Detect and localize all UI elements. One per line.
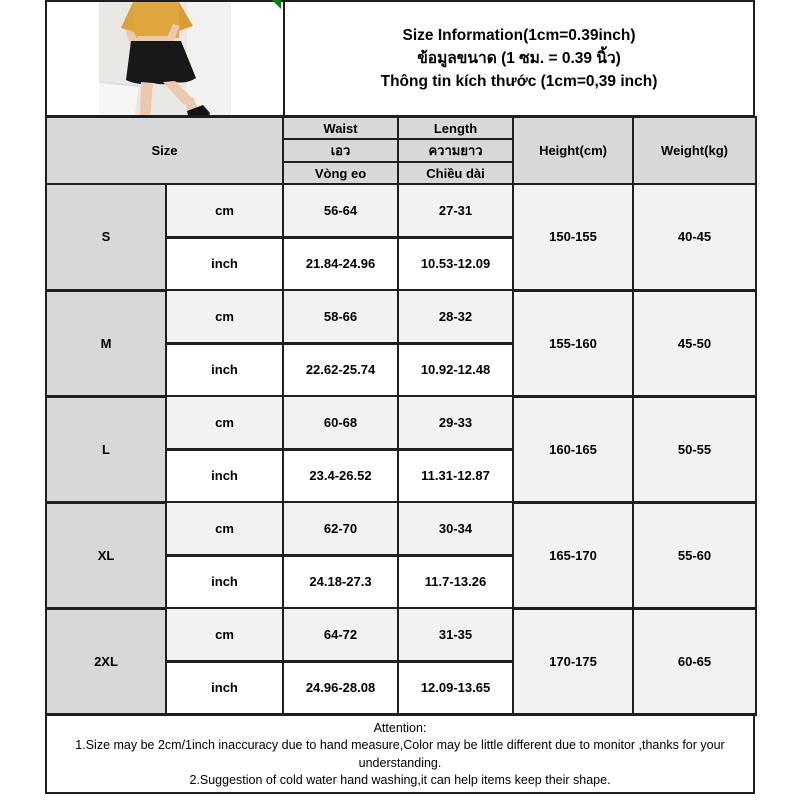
attention-line-2: 2.Suggestion of cold water hand washing,it can help items keep their shape.: [189, 773, 611, 787]
green-corner-marker: [272, 0, 281, 9]
length-header-vi: Chiều dài: [398, 162, 513, 184]
waist-value-cm: 58-66: [283, 290, 398, 343]
size-column-header: Size: [46, 117, 283, 184]
product-photo-cell: [47, 2, 285, 115]
size-cell: M: [46, 290, 166, 396]
length-header-th: ความยาว: [398, 139, 513, 162]
unit-cell-cm: cm: [166, 184, 283, 237]
header-row: [45, 0, 755, 118]
attention-note: [45, 714, 755, 794]
unit-cell-inch: inch: [166, 237, 283, 290]
waist-value-inch: 22.62-25.74: [283, 343, 398, 396]
waist-header-en: Waist: [283, 117, 398, 139]
height-value: 160-165: [513, 396, 633, 502]
length-value-cm: 31-35: [398, 608, 513, 661]
unit-cell-cm: cm: [166, 396, 283, 449]
size-chart-container: [45, 0, 755, 794]
weight-value: 40-45: [633, 184, 756, 290]
waist-header-vi: Vòng eo: [283, 162, 398, 184]
table-row-m-cm: [46, 290, 756, 343]
length-value-cm: 28-32: [398, 290, 513, 343]
length-value-inch: 10.92-12.48: [398, 343, 513, 396]
size-cell: S: [46, 184, 166, 290]
length-value-inch: 11.31-12.87: [398, 449, 513, 502]
unit-cell-cm: cm: [166, 290, 283, 343]
waist-value-cm: 60-68: [283, 396, 398, 449]
length-value-inch: 12.09-13.65: [398, 661, 513, 714]
title-line-vi: Thông tin kích thước (1cm=0,39 inch): [380, 73, 658, 90]
table-header-row-1: [46, 117, 756, 139]
waist-value-cm: 56-64: [283, 184, 398, 237]
size-table: [45, 116, 757, 716]
size-cell: XL: [46, 502, 166, 608]
unit-cell-inch: inch: [166, 449, 283, 502]
unit-cell-inch: inch: [166, 555, 283, 608]
size-information-title: [285, 2, 753, 115]
waist-value-inch: 24.96-28.08: [283, 661, 398, 714]
attention-line-1: 1.Size may be 2cm/1inch inaccuracy due to hand measure,Color may be little different due to monitor ,thanks for your understanding.: [75, 738, 725, 770]
title-line-th: ข้อมูลขนาด (1 ซม. = 0.39 นิ้ว): [417, 50, 621, 67]
size-cell: L: [46, 396, 166, 502]
unit-cell-inch: inch: [166, 343, 283, 396]
product-photo: [99, 2, 231, 115]
table-row-s-cm: [46, 184, 756, 237]
table-row-2xl-cm: [46, 608, 756, 661]
white-pedestal: [99, 82, 139, 115]
height-value: 150-155: [513, 184, 633, 290]
attention-title: Attention:: [373, 720, 427, 735]
height-value: 170-175: [513, 608, 633, 714]
waist-value-cm: 64-72: [283, 608, 398, 661]
unit-cell-inch: inch: [166, 661, 283, 714]
length-value-cm: 30-34: [398, 502, 513, 555]
length-value-cm: 27-31: [398, 184, 513, 237]
waist-value-inch: 24.18-27.3: [283, 555, 398, 608]
table-row-l-cm: [46, 396, 756, 449]
size-cell: 2XL: [46, 608, 166, 714]
weight-column-header: Weight(kg): [633, 117, 756, 184]
weight-value: 60-65: [633, 608, 756, 714]
length-value-inch: 10.53-12.09: [398, 237, 513, 290]
waist-value-inch: 23.4-26.52: [283, 449, 398, 502]
length-value-inch: 11.7-13.26: [398, 555, 513, 608]
length-value-cm: 29-33: [398, 396, 513, 449]
unit-cell-cm: cm: [166, 502, 283, 555]
height-column-header: Height(cm): [513, 117, 633, 184]
waist-value-cm: 62-70: [283, 502, 398, 555]
table-row-xl-cm: [46, 502, 756, 555]
weight-value: 50-55: [633, 396, 756, 502]
waist-value-inch: 21.84-24.96: [283, 237, 398, 290]
height-value: 165-170: [513, 502, 633, 608]
weight-value: 45-50: [633, 290, 756, 396]
photo-background-light: [187, 2, 231, 115]
title-line-en: Size Information(1cm=0.39inch): [402, 27, 636, 44]
height-value: 155-160: [513, 290, 633, 396]
weight-value: 55-60: [633, 502, 756, 608]
waist-header-th: เอว: [283, 139, 398, 162]
length-header-en: Length: [398, 117, 513, 139]
unit-cell-cm: cm: [166, 608, 283, 661]
